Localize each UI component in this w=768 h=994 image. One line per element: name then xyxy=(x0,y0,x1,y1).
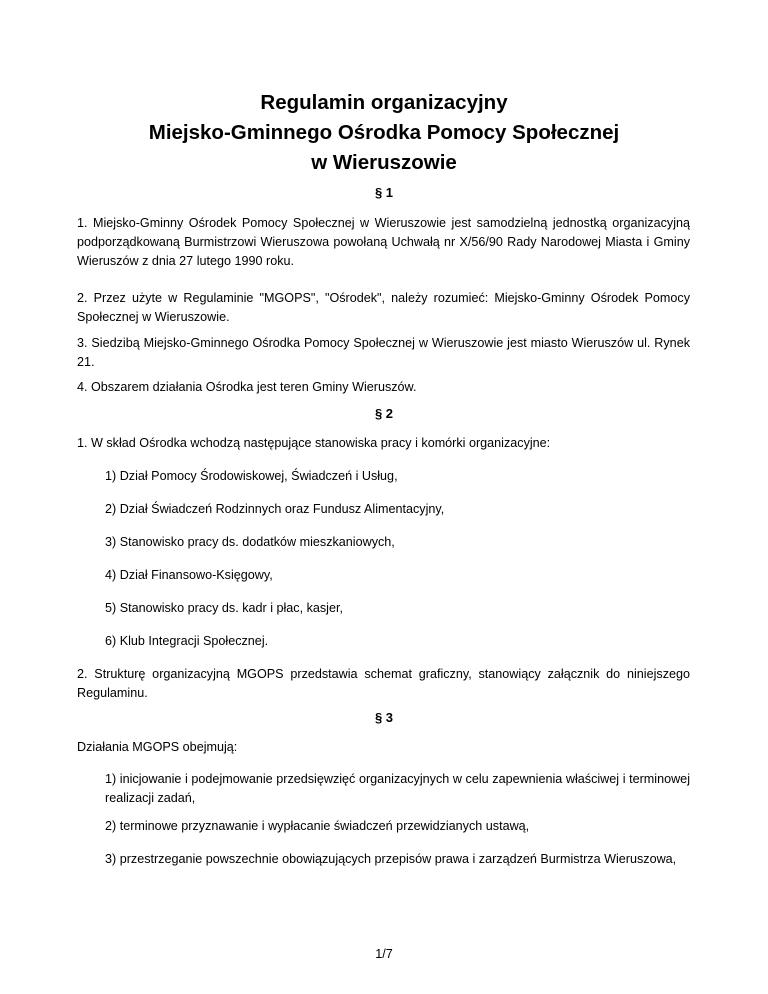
title-line-1: Regulamin organizacyjny xyxy=(260,91,508,114)
title-line-2: Miejsko-Gminnego Ośrodka Pomocy Społecznej xyxy=(148,121,620,144)
s1-paragraph-3: 3. Siedzibą Miejsko-Gminnego Ośrodka Pomocy Społecznej w Wieruszowie jest miasto Wieruszów ul. Rynek 21. xyxy=(77,336,690,369)
section-mark-2: § 2 xyxy=(374,406,394,421)
s3-list-item-3: 3) przestrzeganie powszechnie obowiązujących przepisów prawa i zarządzeń Burmistrza Wieruszowa, xyxy=(105,852,677,866)
s2-paragraph-1: 1. W skład Ośrodka wchodzą następujące stanowiska pracy i komórki organizacyjne: xyxy=(77,436,551,450)
s2-list-item-5: 5) Stanowisko pracy ds. kadr i płac, kasjer, xyxy=(105,601,343,615)
s3-list-item-1: 1) inicjowanie i podejmowanie przedsięwzięć organizacyjnych w celu zapewnienia właściwej i terminowej realizacji zadań, xyxy=(105,772,690,805)
section-mark-1: § 1 xyxy=(374,185,394,200)
s2-list-item-2: 2) Dział Świadczeń Rodzinnych oraz Fundusz Alimentacyjny, xyxy=(105,502,445,516)
s1-paragraph-1: 1. Miejsko-Gminny Ośrodek Pomocy Społecznej w Wieruszowie jest samodzielną jednostką organizacyjną podporządkowaną Burmistrzowi Wieruszowa powołaną Uchwałą nr X/56/90 Rady Narodowej Miasta i Gminy Wieruszów z dnia 27 lutego 1990 roku. xyxy=(77,216,690,268)
s2-list-item-1: 1) Dział Pomocy Środowiskowej, Świadczeń i Usług, xyxy=(105,469,398,483)
page-number: 1/7 xyxy=(375,947,393,961)
document-title xyxy=(0,90,768,180)
s2-list-item-6: 6) Klub Integracji Społecznej. xyxy=(105,634,269,648)
section-mark-3: § 3 xyxy=(374,710,394,725)
s1-paragraph-4: 4. Obszarem działania Ośrodka jest teren Gminy Wieruszów. xyxy=(77,380,417,394)
s3-list-item-2: 2) terminowe przyznawanie i wypłacanie świadczeń przewidzianych ustawą, xyxy=(105,819,530,833)
s2-paragraph-2: 2. Strukturę organizacyjną MGOPS przedstawia schemat graficzny, stanowiący załącznik do niniejszego Regulaminu. xyxy=(77,667,690,700)
s2-list-item-3: 3) Stanowisko pracy ds. dodatków mieszkaniowych, xyxy=(105,535,395,549)
s3-intro: Działania MGOPS obejmują: xyxy=(77,740,238,754)
title-line-3: w Wieruszowie xyxy=(311,151,457,174)
s1-paragraph-2: 2. Przez użyte w Regulaminie "MGOPS", "Ośrodek", należy rozumieć: Miejsko-Gminny Ośrodek Pomocy Społecznej w Wieruszowie. xyxy=(77,291,690,324)
s2-list-item-4: 4) Dział Finansowo-Księgowy, xyxy=(105,568,273,582)
